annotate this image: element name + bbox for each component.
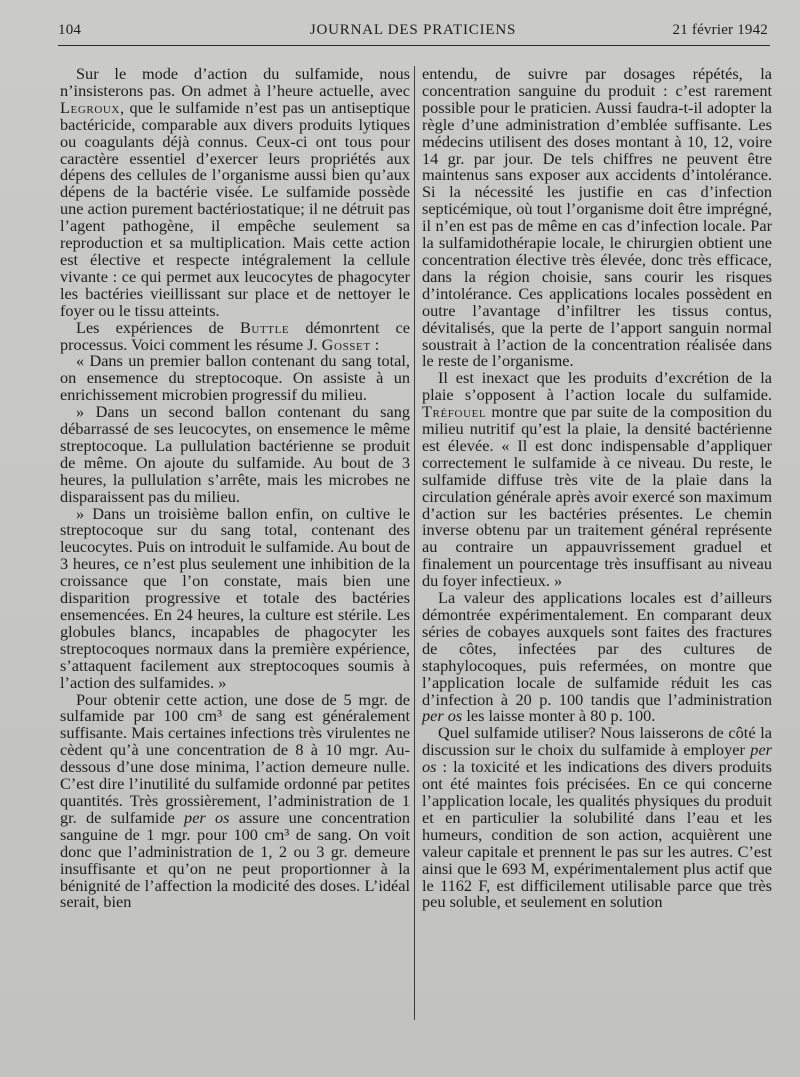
italic-term: per os xyxy=(422,740,772,777)
page-number: 104 xyxy=(58,22,82,38)
paragraph: Pour obtenir cette action, une dose de 5 mgr. de sulfamide par 100 cm³ de sang est généralement suffisante. Mais certaines infections très virulentes ne cèdent qu’à une concentration de 8 à 10 mgr. Au-dessous d’une dose minima, l’action demeure nulle. C’est dire l’inutilité du sulfamide ordonné par petites quantités. Très grossièrement, l’administration de 1 gr. de sulfamide per os assure une concentration sanguine de 1 mgr. pour 100 cm³ de sang. On voit donc que l’administration de 1, 2 ou 3 gr. demeure insuffisante et qu’on ne peut proportionner à la bénignité de l’affection la modicité des doses. L’idéal serait, bien xyxy=(60,689,411,912)
italic-term: per os xyxy=(184,807,230,827)
quote-paragraph: « Dans un premier ballon contenant du sang total, on ensemence du streptocoque. On assiste à un enrichissement microbien progressif du milieu. xyxy=(60,351,410,405)
paragraph: Il est inexact que les produits d’excrétion de la plaie s’opposent à l’action locale du sulfamide. Tréfouel montre que par suite de la composition du milieu nutritif qu’est la plaie, la densité bactérienne est élevée. « Il est donc indispensable d’appliquer correctement le sulfamide à ce niveau. Du reste, le sulfamide diffuse très vite de la plaie dans la circulation générale après avoir exercé son maximum d’action sur les bactéries présentes. Le chemin inverse obtenu par un traitement général représente au contraire un appauvrissement graduel et finalement un pourcentage très insuffisant au niveau du foyer infectieux. » xyxy=(422,368,772,591)
paragraph: entendu, de suivre par dosages répétés, la concentration sanguine du produit : c’est rarement possible pour le praticien. Aussi faudra-t-il adopter la règle d’une administration d’emblée suffisante. Les médecins utilisent des doses montant à 10, 12, voire 14 gr. par jour. De tels chiffres ne peuvent être maintenus sans exposer aux accidents d’intolérance. Si la nécessité les justifie en cas d’infection septicémique, où tout l’organisme doit être imprégné, il n’en est pas de même en cas d’infection locale. Par la sulfamidothérapie locale, le chirurgien obtient une concentration élective très élevée, donc très efficace, dans la région choisie, sans courir les risques d’intolérance. Ces applications locales possèdent en outre l’avantage d’infiltrer les tissus contus, dévitalisés, que la perte de l’apport sanguin normal soustrait à l’action de la concentration réalisée dans le reste de l’organisme. xyxy=(422,64,772,371)
author-name: Legroux xyxy=(60,97,120,117)
right-column xyxy=(422,66,772,911)
column-divider xyxy=(414,66,415,1020)
paragraph: Les expériences de Buttle démonrtent ce processus. Voici comment les résume J. Gosset : xyxy=(60,317,410,354)
issue-date: 21 février 1942 xyxy=(672,22,768,38)
italic-term: per os xyxy=(422,706,463,726)
quote-paragraph: » Dans un troisième ballon enfin, on cultive le streptocoque sur du sang total, contenant des leucocytes. Puis on introduit le sulfamide. Au bout de 3 heures, ce n’est plus seulement une inhibition de la croissance que l’on constate, mais bien une disparition progressive et totale des bactéries ensemencées. En 24 heures, la culture est stérile. Les globules blancs, incapables de phagocyter les streptocoques normaux dans la première expérience, s’attaquent facilement aux streptocoques soumis à l’action des sulfamides. » xyxy=(60,503,410,692)
left-column xyxy=(60,66,410,911)
page-header xyxy=(58,22,768,42)
quote-paragraph: » Dans un second ballon contenant du sang débarrassé de ses leucocytes, on ensemence le même streptocoque. La pullulation bactérienne se produit de même. On ajoute du sulfamide. Au bout de 3 heures, la pullulation s’arrête, mais les microbes ne disparaissent pas du milieu. xyxy=(60,402,410,506)
author-name: Tréfouel xyxy=(422,402,487,422)
journal-title: JOURNAL DES PRATICIENS xyxy=(309,22,517,38)
paragraph: Quel sulfamide utiliser? Nous laisserons de côté la discussion sur le choix du sulfamide à employer per os : la toxicité et les indications des divers produits ont été maintes fois précisées. En ce qui concerne l’application locale, les qualités physiques du produit et en particulier la solubilité dans l’eau et les humeurs, condition de son action, acquièrent une valeur capitale et prennent le pas sur les autres. C’est ainsi que le 693 M, expérimentalement plus actif que le 1162 F, est difficilement utilisable parce que très peu soluble, et seulement en solution xyxy=(422,723,772,912)
author-name: Gosset xyxy=(321,334,371,354)
paragraph: La valeur des applications locales est d’ailleurs démontrée expérimentalement. En comparant deux séries de cobayes auxquels sont faites des fractures de côtes, infectées par des cultures de staphylocoques, puis refermées, on montre que l’application locale de sulfamide réduit les cas d’infection à 20 p. 100 tandis que l’administration per os les laisse monter à 80 p. 100. xyxy=(422,588,772,726)
author-name: Buttle xyxy=(239,317,290,337)
paragraph: Sur le mode d’action du sulfamide, nous n’insisterons pas. On admet à l’heure actuelle, avec Legroux, que le sulfamide n’est pas un antiseptique bactéricide, comparable aux divers produits lytiques ou coagulants déjà connus. Ceux-ci ont tous pour caractère essentiel d’exercer leurs propriétés aux dépens des cellules de l’organisme aussi bien qu’aux dépens de la bactérie visée. Le sulfamide possède une action purement bactériostatique; il ne détruit pas l’agent pathogène, il empêche seulement sa reproduction et sa multiplication. Mais cette action est élective et respecte intégralement la cellule vivante : ce qui permet aux leucocytes de phagocyter les bactéries vieillissant sur place et de nettoyer le foyer ou le tissu atteints. xyxy=(60,64,410,320)
header-rule xyxy=(58,45,770,46)
